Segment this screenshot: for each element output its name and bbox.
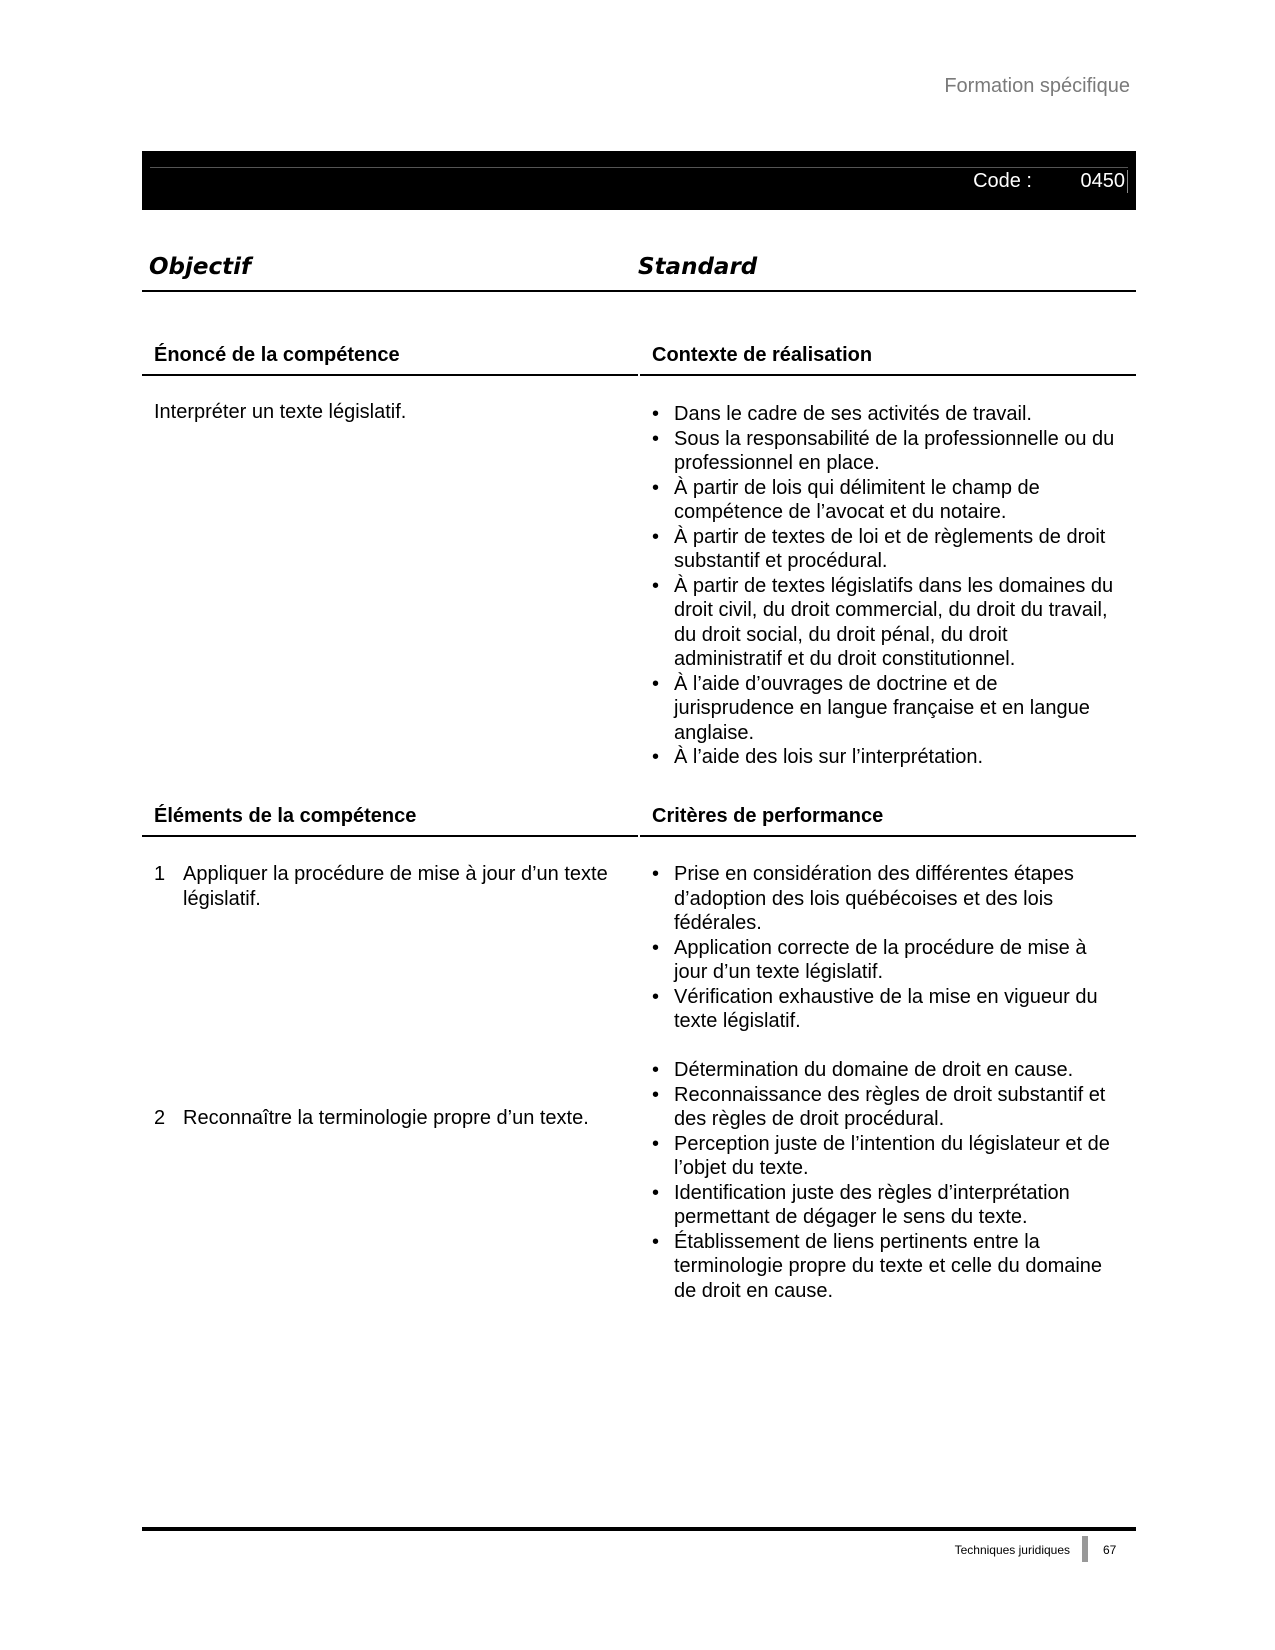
list-item: • Reconnaissance des règles de droit substantif et des règles de droit procédural. bbox=[640, 1083, 1120, 1132]
code-bar-rule bbox=[150, 167, 1128, 168]
contexte-list bbox=[640, 402, 1120, 770]
column-headings bbox=[142, 254, 1136, 292]
code-label: Code : bbox=[973, 170, 1032, 192]
criteres-list-1 bbox=[640, 862, 1120, 1034]
footer-title: Techniques juridiques bbox=[954, 1543, 1070, 1557]
element-number: 1 bbox=[154, 863, 166, 885]
element-text: Reconnaître la terminologie propre d’un texte. bbox=[183, 1107, 589, 1129]
list-item: • À l’aide des lois sur l’interprétation. bbox=[640, 745, 1120, 770]
section-title: Formation spécifique bbox=[944, 75, 1130, 97]
enonce-text: Interpréter un texte législatif. bbox=[154, 401, 407, 423]
element-item bbox=[142, 1106, 663, 1131]
element-text: Appliquer la procédure de mise à jour d’un texte législatif. bbox=[183, 863, 608, 910]
list-item: • Prise en considération des différentes étapes d’adoption des lois québécoises et des lois fédérales. bbox=[640, 862, 1120, 936]
contexte-heading: Contexte de réalisation bbox=[640, 344, 1136, 376]
code-value: 0450 bbox=[1081, 170, 1129, 193]
list-item: • Établissement de liens pertinents entre la terminologie propre du texte et celle du domaine de droit en cause. bbox=[640, 1230, 1120, 1304]
list-item: • Application correcte de la procédure de mise à jour d’un texte législatif. bbox=[640, 936, 1120, 985]
list-item: • À partir de textes de loi et de règlements de droit substantif et procédural. bbox=[640, 525, 1120, 574]
list-item: • À partir de textes législatifs dans les domaines du droit civil, du droit commercial, du droit du travail, du droit social, du droit pénal, du droit administratif et du droit constitutionnel. bbox=[640, 574, 1120, 672]
list-item: • Sous la responsabilité de la professionnelle ou du professionnel en place. bbox=[640, 427, 1120, 476]
elements-heading: Éléments de la compétence bbox=[142, 805, 638, 837]
footer-separator bbox=[1082, 1536, 1088, 1562]
page-number: 67 bbox=[1103, 1543, 1117, 1557]
list-item: • À partir de lois qui délimitent le champ de compétence de l’avocat et du notaire. bbox=[640, 476, 1120, 525]
list-item: • À l’aide d’ouvrages de doctrine et de jurisprudence en langue française et en langue anglaise. bbox=[640, 672, 1120, 746]
list-item: • Identification juste des règles d’interprétation permettant de dégager le sens du texte. bbox=[640, 1181, 1120, 1230]
list-item: • Perception juste de l’intention du législateur et de l’objet du texte. bbox=[640, 1132, 1120, 1181]
list-item: • Détermination du domaine de droit en cause. bbox=[640, 1058, 1120, 1083]
footer-rule bbox=[142, 1527, 1136, 1531]
code-bar bbox=[142, 151, 1136, 210]
element-number: 2 bbox=[154, 1107, 166, 1129]
standard-heading: Standard bbox=[638, 254, 758, 280]
criteres-list-2 bbox=[640, 1058, 1120, 1303]
criteres-heading: Critères de performance bbox=[640, 805, 1136, 837]
enonce-heading: Énoncé de la compétence bbox=[142, 344, 638, 376]
element-item bbox=[142, 862, 663, 911]
list-item: • Vérification exhaustive de la mise en vigueur du texte législatif. bbox=[640, 985, 1120, 1034]
objectif-heading: Objectif bbox=[149, 254, 252, 280]
list-item: • Dans le cadre de ses activités de travail. bbox=[640, 402, 1120, 427]
